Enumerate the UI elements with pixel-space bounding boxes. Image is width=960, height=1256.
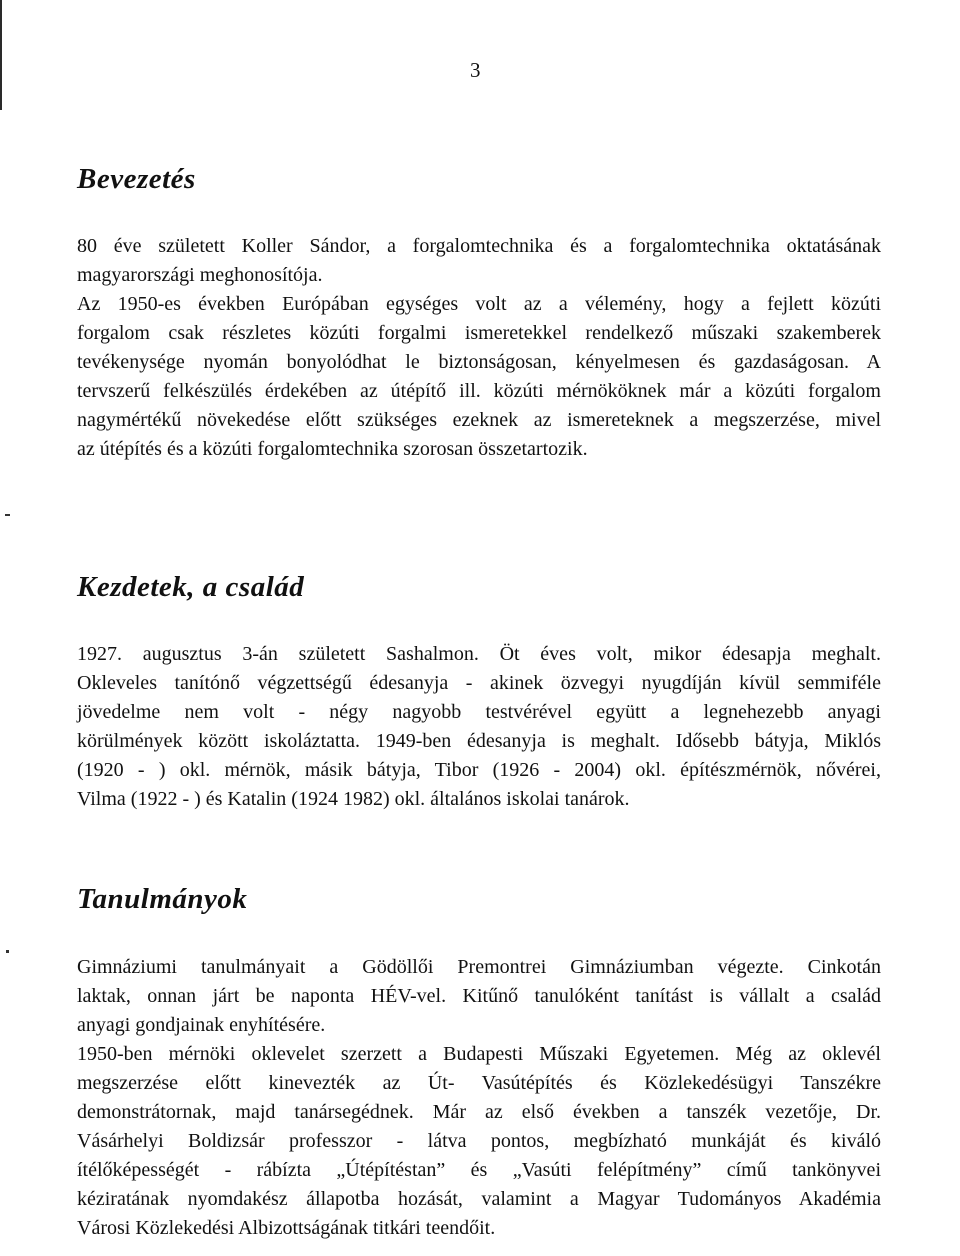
page-number: 3 bbox=[470, 58, 481, 82]
paragraph-studies-1 bbox=[77, 953, 881, 1040]
text-line: magyarországi meghonosítója. bbox=[77, 264, 323, 286]
text-line: 80 éve született Koller Sándor, a forgalomtechnika és a forgalomtechnika oktatásának bbox=[77, 235, 881, 257]
section-title-family: Kezdetek, a család bbox=[77, 571, 305, 603]
text-line: anyagi gondjainak enyhítésére. bbox=[77, 1014, 326, 1036]
paragraph-studies-2 bbox=[77, 1040, 881, 1243]
scan-tick-mark bbox=[5, 514, 10, 516]
paragraph-intro-1 bbox=[77, 232, 881, 290]
text-line: tervszerű felkészülés érdekében az útépítő ill. közúti mérnököknek már a közúti forgalom bbox=[77, 380, 881, 402]
text-line: nagymértékű növekedése előtt szükséges ezeknek az ismereteknek a megszerzése, mivel bbox=[77, 409, 881, 431]
section-title-studies: Tanulmányok bbox=[77, 883, 248, 915]
section-studies bbox=[77, 884, 881, 916]
text-line: Városi Közlekedési Albizottságának titkári teendőit. bbox=[77, 1217, 496, 1239]
text-line: ítélőképességét - rábízta „Útépítéstan” és „Vasúti felépítmény” című tankönyvei bbox=[77, 1159, 881, 1181]
section-title-intro: Bevezetés bbox=[77, 163, 196, 195]
paragraph-intro-2 bbox=[77, 290, 881, 464]
text-line: demonstrátornak, majd tanársegédnek. Már az első években a tanszék vezetője, Dr. bbox=[77, 1101, 881, 1123]
text-line: tevékenysége nyomán bonyolódhat le biztonságosan, kényelmesen és gazdaságosan. A bbox=[77, 351, 881, 373]
text-line: Vilma (1922 - ) és Katalin (1924 1982) okl. általános iskolai tanárok. bbox=[77, 788, 630, 810]
text-line: laktak, onnan járt be naponta HÉV-vel. Kitűnő tanulóként tanítást is vállalt a család bbox=[77, 985, 881, 1007]
scan-edge-mark bbox=[0, 0, 2, 110]
text-line: Az 1950-es években Európában egységes volt az a vélemény, hogy a fejlett közúti bbox=[77, 293, 881, 315]
text-line: jövedelme nem volt - négy nagyobb testvérével együtt a legnehezebb anyagi bbox=[77, 701, 881, 723]
text-line: Gimnáziumi tanulmányait a Gödöllői Premontrei Gimnáziumban végezte. Cinkotán bbox=[77, 956, 881, 978]
text-line: 1950-ben mérnöki oklevelet szerzett a Budapesti Műszaki Egyetemen. Még az oklevél bbox=[77, 1043, 881, 1065]
text-line: körülmények között iskoláztatta. 1949-ben édesanyja is meghalt. Idősebb bátyja, Miklós bbox=[77, 730, 881, 752]
text-line: Vásárhelyi Boldizsár professzor - látva pontos, megbízható munkáját és kiváló bbox=[77, 1130, 881, 1152]
text-line: (1920 - ) okl. mérnök, másik bátyja, Tibor (1926 - 2004) okl. építészmérnök, nővérei, bbox=[77, 759, 881, 781]
text-line: kéziratának nyomdakész állapotba hozását, valamint a Magyar Tudományos Akadémia bbox=[77, 1188, 881, 1210]
section-intro bbox=[77, 164, 881, 196]
text-line: megszerzése előtt kinevezték az Út- Vasútépítés és Közlekedésügyi Tanszékre bbox=[77, 1072, 881, 1094]
text-line: forgalom csak részletes közúti forgalmi ismeretekkel rendelkező műszaki szakemberek bbox=[77, 322, 881, 344]
text-line: 1927. augusztus 3-án született Sashalmon. Öt éves volt, mikor édesapja meghalt. bbox=[77, 643, 881, 665]
paragraph-family-1 bbox=[77, 640, 881, 814]
scan-tick-mark bbox=[6, 950, 9, 953]
text-line: Okleveles tanítónő végzettségű édesanyja - akinek özvegyi nyugdíján kívül semmiféle bbox=[77, 672, 881, 694]
text-line: az útépítés és a közúti forgalomtechnika szorosan összetartozik. bbox=[77, 438, 588, 460]
section-family bbox=[77, 572, 881, 604]
